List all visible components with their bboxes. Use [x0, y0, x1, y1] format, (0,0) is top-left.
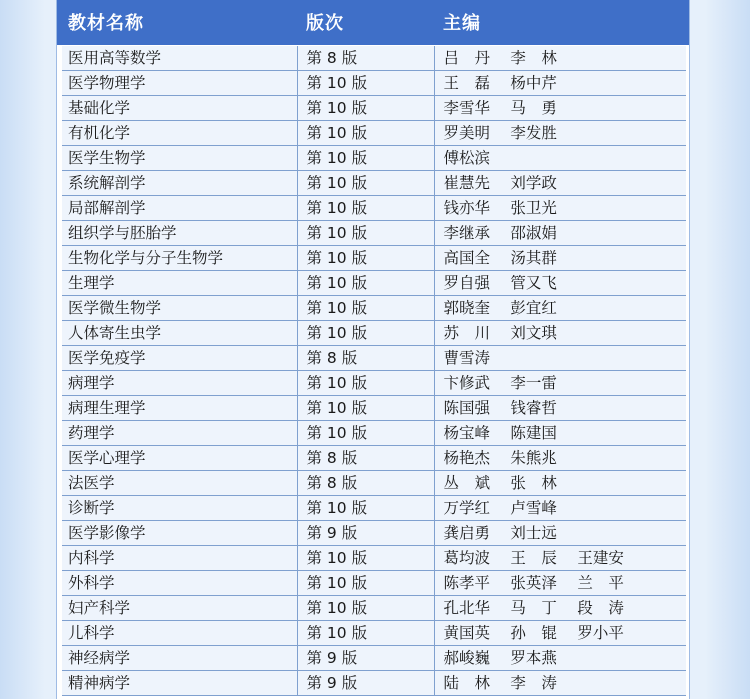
header-chief-editor: 主编: [443, 13, 481, 34]
edition-cell: 第 10 版: [297, 321, 434, 346]
table-row: [62, 246, 686, 271]
textbook-name-cell: 神经病学: [62, 646, 297, 671]
edition-cell: 第 10 版: [297, 121, 434, 146]
editor-cell: 王 磊 杨中芹: [434, 71, 686, 96]
table-row: [62, 646, 686, 671]
editor-cell: 吕 丹 李 林: [434, 46, 686, 71]
textbook-name-cell: 生理学: [62, 271, 297, 296]
table-row: [62, 171, 686, 196]
edition-cell: 第 10 版: [297, 296, 434, 321]
table-row: [62, 571, 686, 596]
edition-cell: 第 8 版: [297, 471, 434, 496]
table-row: [62, 196, 686, 221]
edition-cell: 第 10 版: [297, 596, 434, 621]
editor-cell: 崔慧先 刘学政: [434, 171, 686, 196]
editor-cell: 苏 川 刘文琪: [434, 321, 686, 346]
editor-cell: 郭晓奎 彭宜红: [434, 296, 686, 321]
textbook-name-cell: 药理学: [62, 421, 297, 446]
textbook-name-cell: 医学免疫学: [62, 346, 297, 371]
edition-cell: 第 10 版: [297, 171, 434, 196]
editor-cell: 钱亦华 张卫光: [434, 196, 686, 221]
table-row: [62, 446, 686, 471]
textbook-name-cell: 病理学: [62, 371, 297, 396]
table-row: [62, 596, 686, 621]
textbook-name-cell: 系统解剖学: [62, 171, 297, 196]
edition-cell: 第 10 版: [297, 146, 434, 171]
table-row: [62, 621, 686, 646]
editor-cell: 黄国英 孙 锟 罗小平: [434, 621, 686, 646]
editor-cell: 杨艳杰 朱熊兆: [434, 446, 686, 471]
edition-cell: 第 8 版: [297, 446, 434, 471]
textbook-name-cell: 外科学: [62, 571, 297, 596]
table-row: [62, 471, 686, 496]
table-row: [62, 121, 686, 146]
editor-cell: 卞修武 李一雷: [434, 371, 686, 396]
edition-cell: 第 10 版: [297, 546, 434, 571]
edition-cell: 第 10 版: [297, 496, 434, 521]
textbook-name-cell: 精神病学: [62, 671, 297, 696]
table-row: [62, 521, 686, 546]
textbook-name-cell: 生物化学与分子生物学: [62, 246, 297, 271]
table-row: [62, 346, 686, 371]
editor-cell: 万学红 卢雪峰: [434, 496, 686, 521]
textbook-name-cell: 基础化学: [62, 96, 297, 121]
editor-cell: 丛 斌 张 林: [434, 471, 686, 496]
table-row: [62, 221, 686, 246]
editor-cell: 陆 林 李 涛: [434, 671, 686, 696]
edition-cell: 第 9 版: [297, 646, 434, 671]
textbook-name-cell: 医用高等数学: [62, 46, 297, 71]
edition-cell: 第 10 版: [297, 371, 434, 396]
editor-cell: 陈国强 钱睿哲: [434, 396, 686, 421]
edition-cell: 第 10 版: [297, 96, 434, 121]
edition-cell: 第 10 版: [297, 196, 434, 221]
editor-cell: 郝峻巍 罗本燕: [434, 646, 686, 671]
textbook-name-cell: 医学心理学: [62, 446, 297, 471]
textbook-name-cell: 内科学: [62, 546, 297, 571]
table-row: [62, 496, 686, 521]
editor-cell: 孔北华 马 丁 段 涛: [434, 596, 686, 621]
textbook-name-cell: 医学影像学: [62, 521, 297, 546]
table-row: [62, 321, 686, 346]
edition-cell: 第 10 版: [297, 571, 434, 596]
textbook-table: [62, 46, 686, 696]
editor-cell: 陈孝平 张英泽 兰 平: [434, 571, 686, 596]
table-row: [62, 396, 686, 421]
textbook-name-cell: 有机化学: [62, 121, 297, 146]
editor-cell: 罗美明 李发胜: [434, 121, 686, 146]
edition-cell: 第 10 版: [297, 221, 434, 246]
edition-cell: 第 10 版: [297, 396, 434, 421]
editor-cell: 曹雪涛: [434, 346, 686, 371]
table-row: [62, 146, 686, 171]
textbook-name-cell: 医学微生物学: [62, 296, 297, 321]
header-textbook-name: 教材名称: [68, 13, 144, 34]
textbook-name-cell: 局部解剖学: [62, 196, 297, 221]
edition-cell: 第 10 版: [297, 421, 434, 446]
table-row: [62, 71, 686, 96]
edition-cell: 第 9 版: [297, 521, 434, 546]
edition-cell: 第 8 版: [297, 346, 434, 371]
table-row: [62, 671, 686, 696]
table-row: [62, 96, 686, 121]
edition-cell: 第 10 版: [297, 246, 434, 271]
edition-cell: 第 8 版: [297, 46, 434, 71]
editor-cell: 傅松滨: [434, 146, 686, 171]
table-row: [62, 271, 686, 296]
editor-cell: 杨宝峰 陈建国: [434, 421, 686, 446]
textbook-name-cell: 妇产科学: [62, 596, 297, 621]
textbook-name-cell: 组织学与胚胎学: [62, 221, 297, 246]
table-row: [62, 546, 686, 571]
table-header: [57, 0, 689, 45]
textbook-name-cell: 医学物理学: [62, 71, 297, 96]
editor-cell: 龚启勇 刘士远: [434, 521, 686, 546]
table-row: [62, 371, 686, 396]
textbook-name-cell: 人体寄生虫学: [62, 321, 297, 346]
textbook-name-cell: 病理生理学: [62, 396, 297, 421]
edition-cell: 第 10 版: [297, 621, 434, 646]
editor-cell: 李继承 邵淑娟: [434, 221, 686, 246]
textbook-name-cell: 诊断学: [62, 496, 297, 521]
editor-cell: 罗自强 管又飞: [434, 271, 686, 296]
editor-cell: 葛均波 王 辰 王建安: [434, 546, 686, 571]
table-row: [62, 421, 686, 446]
editor-cell: 李雪华 马 勇: [434, 96, 686, 121]
edition-cell: 第 10 版: [297, 271, 434, 296]
textbook-name-cell: 医学生物学: [62, 146, 297, 171]
textbook-name-cell: 儿科学: [62, 621, 297, 646]
edition-cell: 第 10 版: [297, 71, 434, 96]
table-row: [62, 46, 686, 71]
edition-cell: 第 9 版: [297, 671, 434, 696]
editor-cell: 高国全 汤其群: [434, 246, 686, 271]
header-edition: 版次: [306, 13, 344, 34]
textbook-name-cell: 法医学: [62, 471, 297, 496]
table-row: [62, 296, 686, 321]
